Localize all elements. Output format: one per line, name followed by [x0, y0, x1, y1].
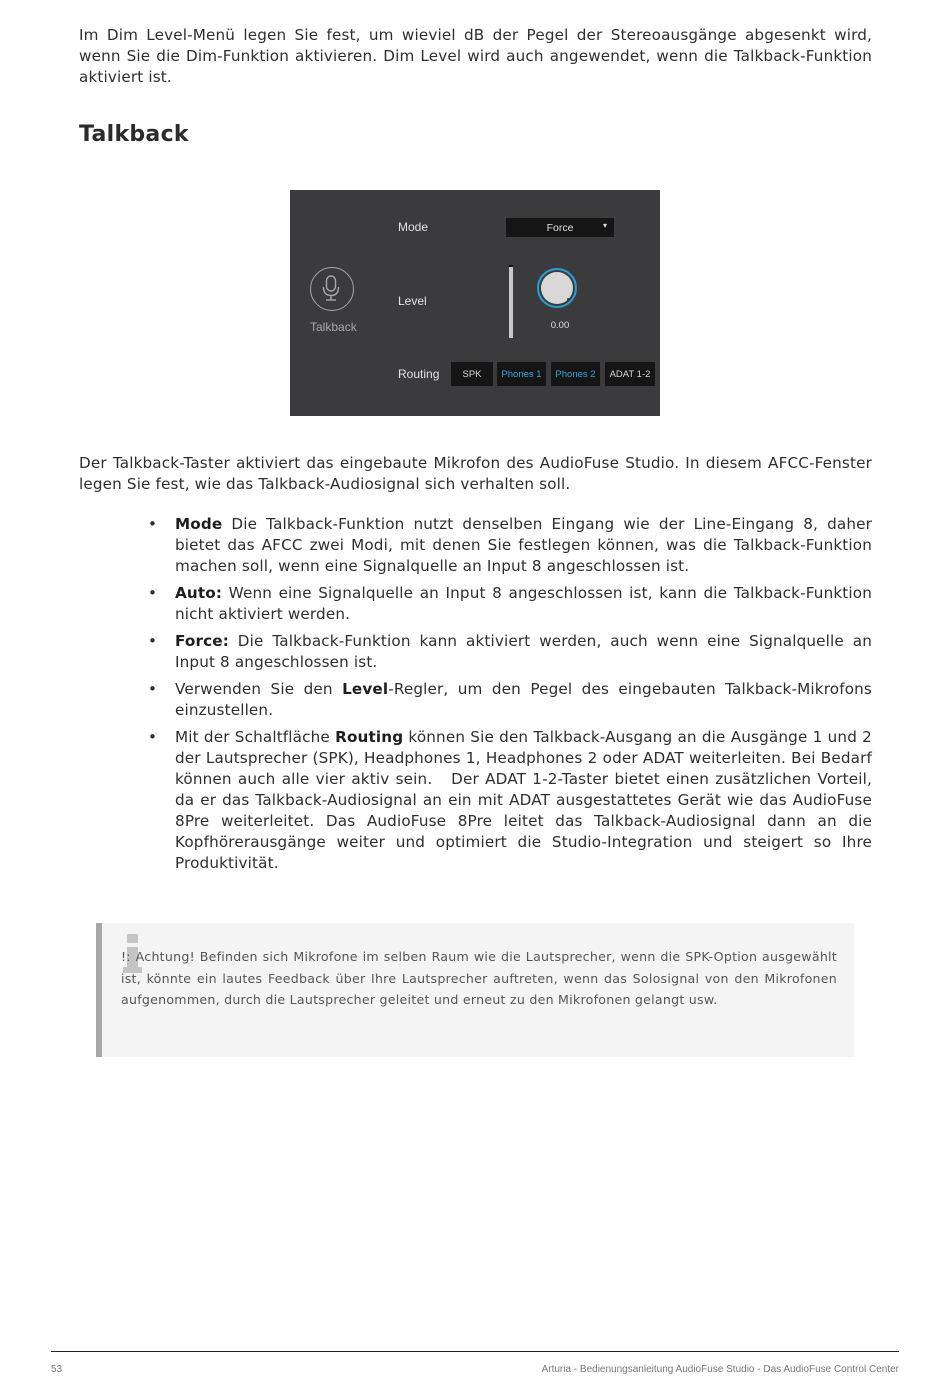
microphone-icon[interactable] [310, 267, 354, 311]
footer-title: Arturia - Bedienungsanleitung AudioFuse Studio - Das AudioFuse Control Center [541, 1364, 899, 1375]
mode-dropdown[interactable] [506, 218, 614, 237]
bullet-text: Die Talkback-Funktion nutzt denselben Eingang wie der Line-Eingang 8, daher bietet das AFCC zwei Modi, mit denen Sie festlegen können, was die Talkback-Funktion machen soll, wenn eine Signalquelle an Input 8 angeschlossen ist. [175, 515, 872, 575]
footer-divider [51, 1351, 899, 1352]
warning-text: !: Achtung! Befinden sich Mikrofone im selben Raum wie die Lautsprecher, wenn die SPK-Option ausgewählt ist, könnte ein lautes Feedback über Ihre Lautsprecher auftreten, wenn das Solosignal von den Mikrofonen aufgenommen, durch die Lautsprecher geleitet und erneut zu den Mikrofonen gelangt usw. [121, 949, 837, 1007]
section-heading: Talkback [79, 122, 189, 147]
bullet-icon: • [148, 584, 158, 602]
list-item [148, 727, 877, 874]
talkback-label: Talkback [310, 320, 357, 334]
feature-list [148, 514, 877, 880]
mode-label: Mode [398, 220, 429, 234]
level-value: 0.00 [550, 320, 570, 331]
talkback-panel-screenshot [290, 190, 660, 416]
page-number: 53 [51, 1364, 63, 1375]
routing-phones2-button[interactable]: Phones 2 [551, 362, 600, 386]
bullet-text: Die Talkback-Funktion kann aktiviert werden, auch wenn eine Signalquelle an Input 8 angeschlossen ist. [175, 632, 872, 671]
bullet-text: Wenn eine Signalquelle an Input 8 angeschlossen ist, kann die Talkback-Funktion nicht aktiviert werden. [175, 584, 872, 623]
routing-label: Routing [398, 367, 440, 381]
list-item [148, 514, 872, 577]
list-item [148, 679, 872, 721]
level-meter [509, 265, 513, 338]
routing-spk-button[interactable]: SPK [451, 362, 493, 386]
bullet-text: -Regler, um den Pegel des eingebauten Talkback-Mikrofons einzustellen. [175, 680, 872, 719]
list-item [148, 631, 872, 673]
bullet-icon: • [148, 515, 158, 533]
description-paragraph: Der Talkback-Taster aktiviert das eingebaute Mikrofon des AudioFuse Studio. In diesem AFCC-Fenster legen Sie fest, wie das Talkback-Audiosignal sich verhalten soll. [79, 454, 872, 493]
bullet-term: Auto: [175, 584, 223, 602]
bullet-prefix: Mit der Schaltfläche [175, 728, 336, 746]
intro-paragraph: Im Dim Level-Menü legen Sie fest, um wieviel dB der Pegel der Stereoausgänge abgesenkt wird, wenn Sie die Dim-Funktion aktivieren. Dim Level wird auch angewendet, wenn die Talkback-Funktion aktiviert ist. [79, 26, 872, 86]
bullet-icon: • [148, 680, 158, 698]
bullet-icon: • [148, 632, 158, 650]
warning-note [96, 923, 854, 1057]
routing-phones1-button[interactable]: Phones 1 [497, 362, 546, 386]
bullet-term: Mode [175, 515, 223, 533]
list-item [148, 583, 872, 625]
bullet-term: Routing [335, 728, 404, 746]
level-label: Level [398, 294, 427, 308]
knob-indicator [567, 298, 570, 301]
dropdown-arrow-icon: ▾ [602, 221, 607, 230]
routing-adat-button[interactable]: ADAT 1-2 [605, 362, 655, 386]
bullet-icon: • [148, 728, 158, 746]
bullet-term: Force: [175, 632, 229, 650]
bullet-term: Level [342, 680, 389, 698]
mode-value: Force [546, 221, 574, 234]
bullet-text: können Sie den Talkback-Ausgang an die Ausgänge 1 und 2 der Lautsprecher (SPK), Headphones 1, Headphones 2 oder ADAT weiterleiten. Bei Bedarf können auch alle vier aktiv sein. Der ADAT 1-2-Taster bietet einen zusätzlichen Vorteil, da er das Talkback-Audiosignal an ein mit ADAT ausgestattetes Gerät wie das AudioFuse 8Pre weiterleitet. Das AudioFuse 8Pre leitet das Talkback-Audiosignal dann an die Kopfhörerausgänge weiter und optimiert die Studio-Integration und steigert so Ihre Produktivität. [175, 728, 877, 872]
bullet-prefix: Verwenden Sie den [175, 680, 343, 698]
level-meter-fill [509, 267, 513, 338]
